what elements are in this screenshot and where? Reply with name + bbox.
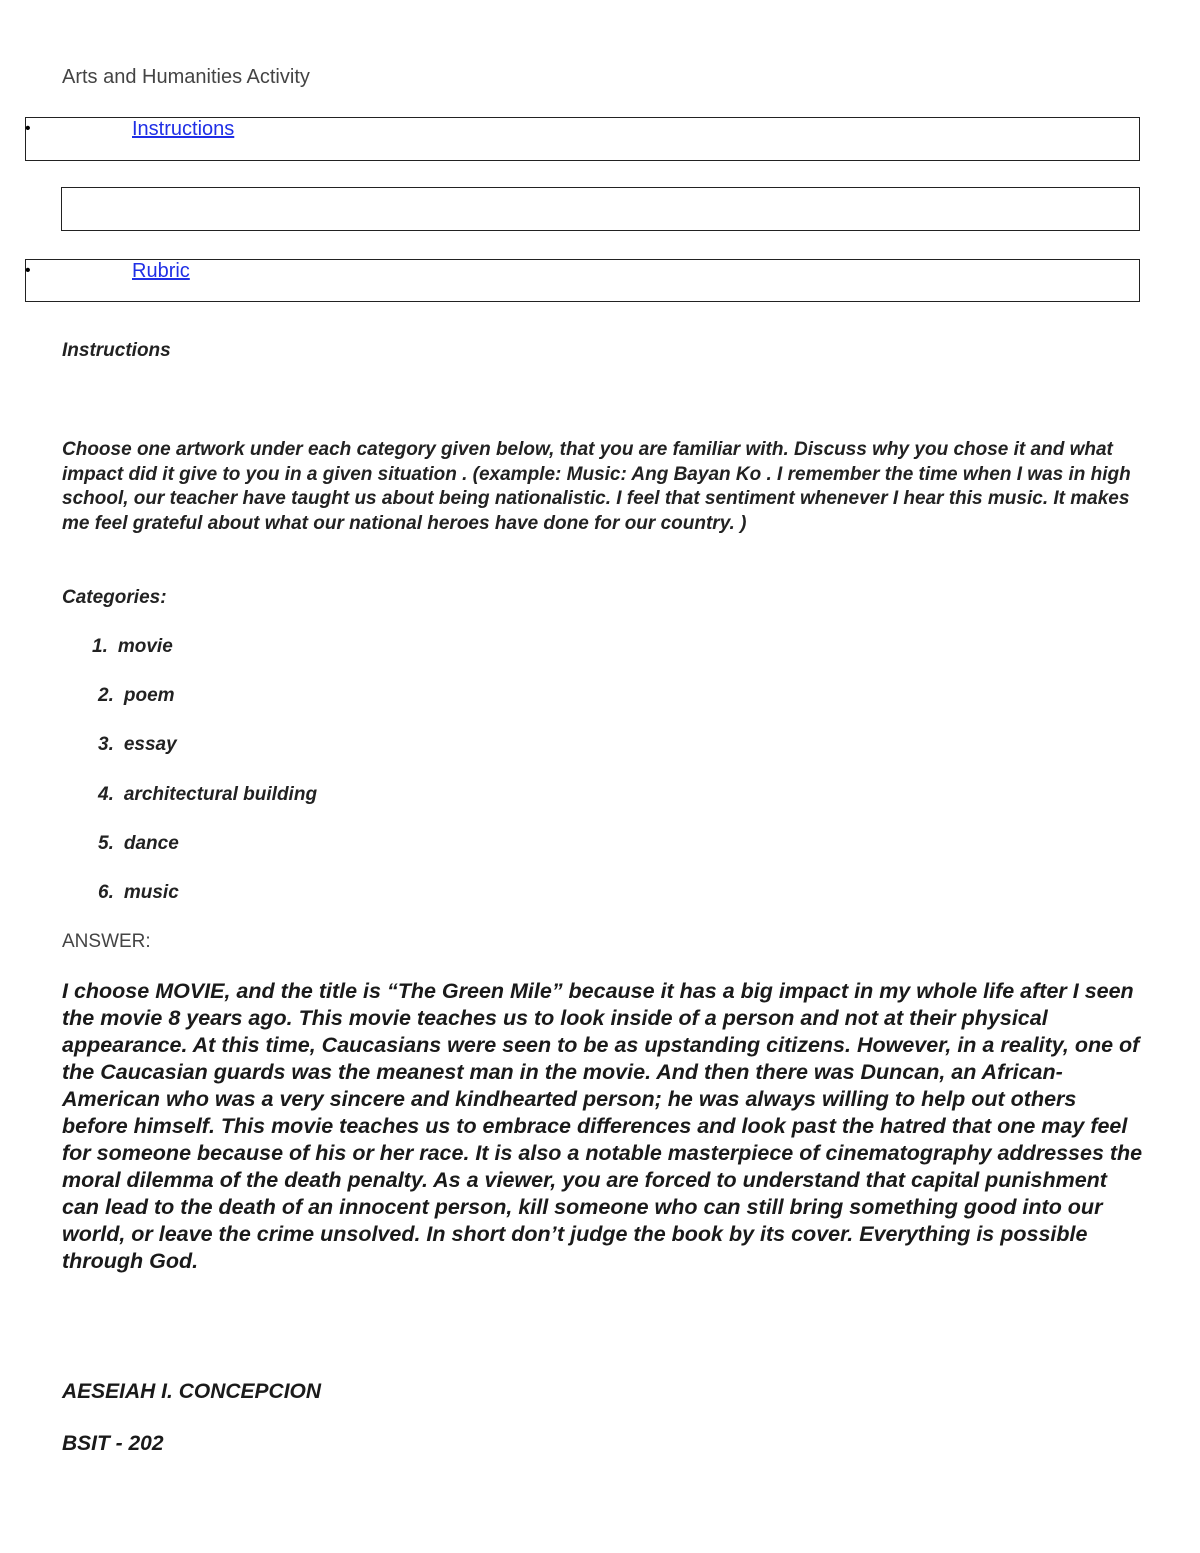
category-item [92,636,173,658]
category-item [98,882,179,904]
categories-label: Categories: [62,587,167,608]
category-item [98,734,177,756]
rubric-nav-box [25,259,1140,302]
category-label: dance [123,833,179,854]
author-section: BSIT - 202 [62,1432,164,1455]
instructions-link[interactable]: Instructions [132,118,235,140]
instructions-prompt: Choose one artwork under each category given below, that you are familiar with. Discuss why you chose it and what impact did it give to you in a given situation . (example: Music: Ang Bayan Ko . I remember the time when I was in high school, our teacher have taught us about being nationalistic. I feel that sentiment whenever I hear this music. It makes me feel grateful about what our national heroes have done for our country. ) [62,439,1131,535]
category-number: 5. [98,833,114,854]
category-item [98,784,317,806]
category-number: 4. [98,784,114,805]
category-number: 1. [92,636,108,657]
answer-label: ANSWER: [62,931,151,952]
instructions-heading: Instructions [62,340,171,361]
empty-box [61,187,1140,231]
category-label: architectural building [123,784,318,805]
document-title: Arts and Humanities Activity [62,66,310,88]
instructions-nav-box [25,117,1140,161]
category-number: 6. [98,882,114,903]
category-label: poem [123,685,175,706]
category-number: 3. [98,734,114,755]
category-number: 2. [98,685,114,706]
author-name: AESEIAH I. CONCEPCION [62,1380,322,1403]
category-label: movie [117,636,173,657]
category-label: music [123,882,179,903]
bullet-icon: • [25,262,31,279]
rubric-link[interactable]: Rubric [132,260,190,282]
bullet-icon: • [25,120,31,137]
category-item [98,833,179,855]
answer-body: I choose MOVIE, and the title is “The Green Mile” because it has a big impact in my whole life after I seen the movie 8 years ago. This movie teaches us to look inside of a person and not at their physical appearance. At this time, Caucasians were seen to be as upstanding citizens. However, in a reality, one of the Caucasian guards was the meanest man in the movie. And then there was Duncan, an African-American who was a very sincere and kindhearted person; he was always willing to help out others before himself. This movie teaches us to embrace differences and look past the hatred that one may feel for someone because of his or her race. It is also a notable masterpiece of cinematography addresses the moral dilemma of the death penalty. As a viewer, you are forced to understand that capital punishment can lead to the death of an innocent person, kill someone who can still bring something good into our world, or leave the crime unsolved. In short don’t judge the book by its cover. Everything is possible through God. [62,979,1143,1273]
category-label: essay [123,734,177,755]
category-item [98,685,175,707]
